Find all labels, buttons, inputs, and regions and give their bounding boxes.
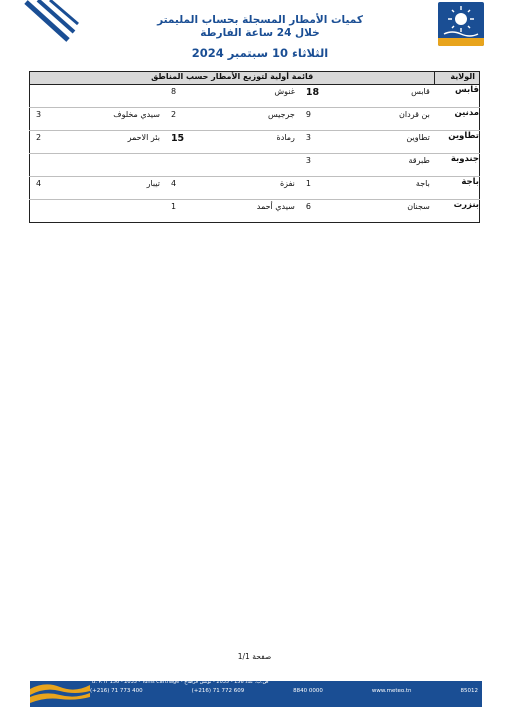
header-governorate: الولاية	[435, 72, 480, 85]
station-cell	[165, 200, 300, 223]
station-cell	[165, 85, 300, 108]
footer-phone-2: (+216) 71 772 609	[191, 688, 245, 694]
footer-wave-graphic	[30, 677, 90, 707]
rainfall-value: 3	[305, 133, 311, 142]
station-name: نفزة	[279, 179, 295, 188]
footer-address: B. P. n°156 - 2035 - Tunis Carthage - ص.ب. عدد 156 - 2035 - تونس قرطاج	[92, 679, 269, 685]
table-row	[30, 154, 480, 177]
station-cell	[300, 154, 435, 177]
rainfall-value: 3	[305, 156, 311, 165]
station-cell	[30, 154, 165, 177]
table-row	[30, 85, 480, 108]
station-cell	[165, 108, 300, 131]
station-name: غنوش	[274, 87, 295, 96]
station-cell	[165, 131, 300, 154]
governorate-cell: تطاوين	[435, 131, 480, 154]
report-title: كميات الأمطار المسجلة بحساب المليمتر	[157, 14, 363, 26]
station-name: بئر الاحمر	[127, 133, 160, 142]
rainfall-value: 2	[170, 110, 177, 119]
station-name: بن قردان	[399, 110, 430, 119]
rainfall-value: 2	[36, 133, 42, 142]
rainfall-value: 1	[170, 202, 177, 211]
station-cell	[30, 177, 165, 200]
rainfall-value: 4	[36, 179, 42, 188]
rainfall-value: 1	[305, 179, 311, 188]
station-cell	[300, 108, 435, 131]
footer-phone-1: (+216) 71 773 400	[90, 688, 143, 694]
station-cell	[300, 200, 435, 223]
station-cell	[300, 131, 435, 154]
station-cell	[300, 177, 435, 200]
station-name: جرجيس	[267, 110, 295, 119]
table-row	[30, 177, 480, 200]
rainfall-value: 18	[305, 87, 320, 98]
station-cell	[165, 154, 300, 177]
page-number: صفحة 1/1	[237, 652, 272, 661]
governorate-cell: مدنين	[435, 108, 480, 131]
table-row	[30, 200, 480, 223]
station-name: باجة	[415, 179, 430, 188]
rainfall-value: 6	[305, 202, 311, 211]
station-name: سيدي أحمد	[256, 202, 295, 211]
station-cell	[300, 85, 435, 108]
table-header-row	[30, 72, 480, 85]
governorate-cell: قابس	[435, 85, 480, 108]
station-name: طبرقة	[408, 156, 430, 165]
station-cell	[30, 85, 165, 108]
station-cell	[30, 108, 165, 131]
rainfall-value: 8	[170, 87, 177, 96]
report-subtitle: خلال 24 ساعة الفارطة	[200, 27, 320, 39]
station-cell	[165, 177, 300, 200]
footer-bar	[30, 677, 482, 707]
station-name: رمادة	[276, 133, 295, 142]
footer-website: www.meteo.tn	[371, 688, 412, 694]
governorate-cell: بنزرت	[453, 200, 479, 210]
rainfall-value: 15	[170, 133, 185, 144]
footer-phone-3: 8840 0000	[293, 688, 323, 694]
table-row	[30, 108, 480, 131]
station-name: سيدي مخلوف	[113, 110, 160, 119]
station-name: تيبار	[146, 179, 160, 188]
footer-contact-info	[90, 688, 478, 694]
station-name: سجنان	[407, 202, 430, 211]
governorate-cell: باجة	[435, 177, 480, 200]
decorative-stripes	[22, 0, 82, 46]
rainfall-value: 4	[170, 179, 177, 188]
governorate-cell: جندوبة	[435, 154, 480, 177]
institute-logo	[438, 2, 484, 46]
station-name: تطاوين	[406, 133, 430, 142]
station-cell	[30, 200, 165, 223]
rainfall-table	[29, 71, 480, 223]
rainfall-value: 3	[36, 110, 42, 119]
footer-number: 85012	[460, 688, 478, 694]
header-station-list: قائمة أولية لتوزيع الأمطار حسب المناطق	[30, 72, 435, 85]
table-row	[30, 131, 480, 154]
report-date: الثلاثاء 10 سبتمبر 2024	[191, 46, 329, 60]
station-cell	[30, 131, 165, 154]
station-name: قابس	[411, 87, 430, 96]
rainfall-value: 9	[305, 110, 311, 119]
